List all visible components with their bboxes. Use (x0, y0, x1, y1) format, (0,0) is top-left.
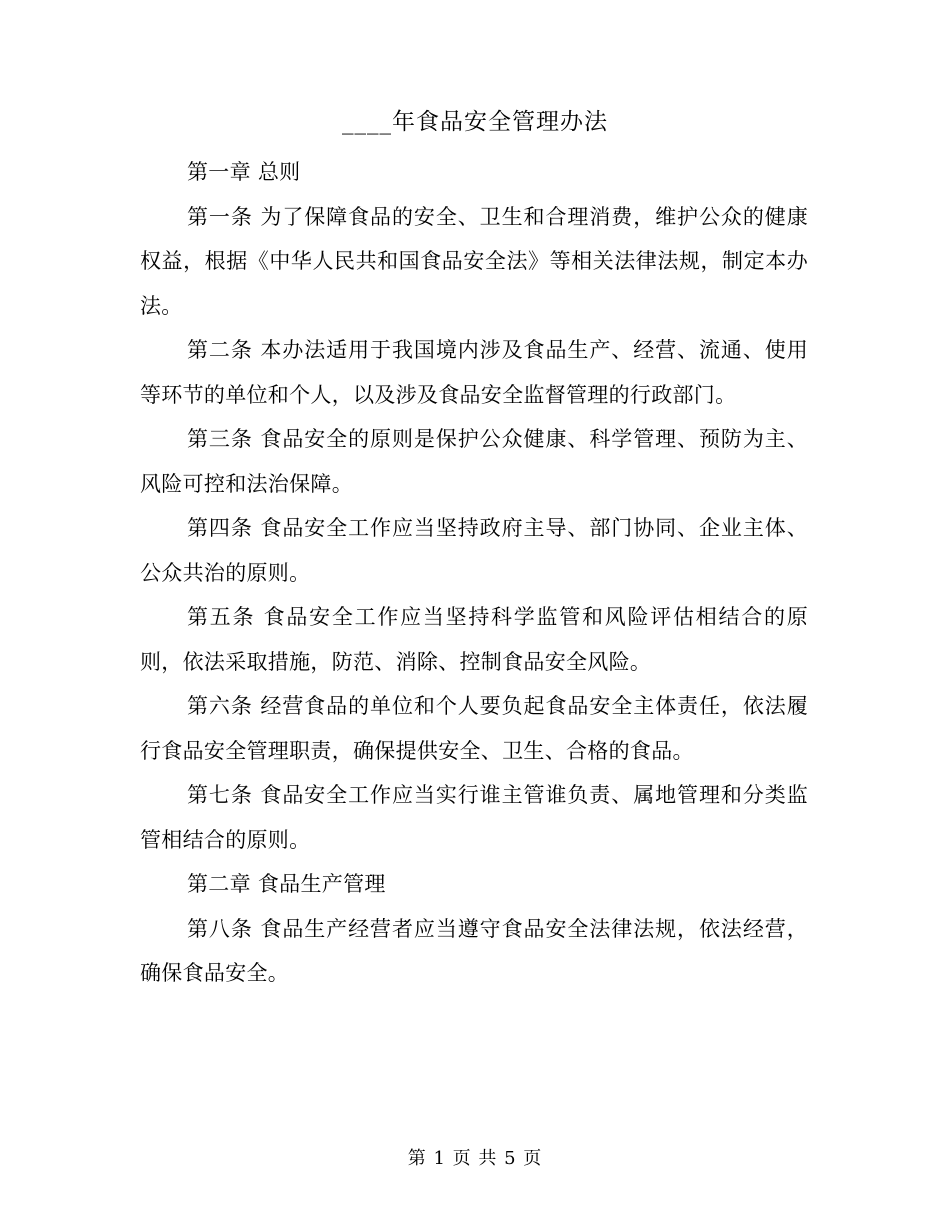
article-paragraph: 第六条 经营食品的单位和个人要负起食品安全主体责任，依法履行食品安全管理职责，确保提供安全、卫生、合格的食品。 (140, 694, 808, 763)
document-body (140, 150, 808, 996)
article-paragraph: 第五条 食品安全工作应当坚持科学监管和风险评估相结合的原则，依法采取措施，防范、消除、控制食品安全风险。 (140, 605, 808, 674)
chapter-heading: 第二章 食品生产管理 (187, 872, 386, 896)
article-paragraph: 第二条 本办法适用于我国境内涉及食品生产、经营、流通、使用等环节的单位和个人，以及涉及食品安全监督管理的行政部门。 (140, 338, 808, 407)
article-paragraph: 第八条 食品生产经营者应当遵守食品安全法律法规，依法经营，确保食品安全。 (140, 916, 808, 985)
article-paragraph: 第三条 食品安全的原则是保护公众健康、科学管理、预防为主、风险可控和法治保障。 (140, 427, 808, 496)
article-paragraph: 第一条 为了保障食品的安全、卫生和合理消费，维护公众的健康权益，根据《中华人民共和国食品安全法》等相关法律法规，制定本办法。 (140, 204, 808, 318)
page-number-footer: 第 1 页 共 5 页 (407, 1148, 543, 1169)
chapter-heading: 第一章 总则 (187, 160, 301, 184)
document-title: ____年食品安全管理办法 (342, 109, 608, 135)
article-paragraph: 第四条 食品安全工作应当坚持政府主导、部门协同、企业主体、公众共治的原则。 (140, 516, 808, 585)
article-paragraph: 第七条 食品安全工作应当实行谁主管谁负责、属地管理和分类监管相结合的原则。 (140, 783, 808, 852)
